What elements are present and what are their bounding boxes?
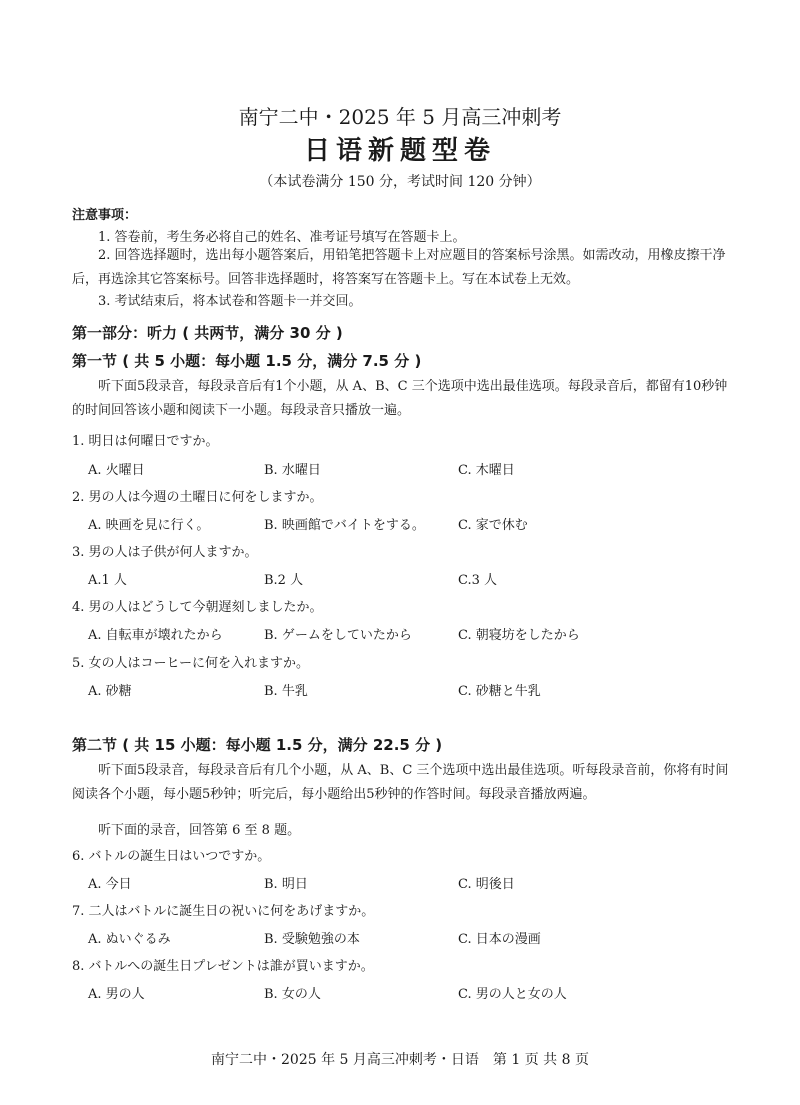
- q7-option-b: B. 受験勉強の本: [264, 932, 360, 947]
- q7-option-a: A. ぬいぐるみ: [88, 932, 171, 947]
- notice-item-1: 1. 答卷前，考生务必将自己的姓名、准考证号填写在答题卡上。: [98, 230, 466, 245]
- q3-option-b: B.2 人: [264, 573, 304, 588]
- section1-title: 第一节 ( 共 5 小题：每小题 1.5 分，满分 7.5 分 ): [72, 352, 422, 370]
- question-4: 4. 男の人はどうして今朝遅刻しましたか。: [72, 600, 323, 615]
- q2-option-c: C. 家で休む: [458, 518, 528, 533]
- paper-note: （本试卷满分 150 分，考试时间 120 分钟）: [259, 174, 541, 190]
- part1-title: 第一部分：听力 ( 共两节，满分 30 分 ): [72, 324, 343, 342]
- q6-option-a: A. 今日: [88, 877, 132, 892]
- q3-option-a: A.1 人: [88, 573, 127, 588]
- q1-option-a: A. 火曜日: [88, 463, 145, 478]
- q4-option-b: B. ゲームをしていたから: [264, 628, 412, 643]
- question-8: 8. バトルへの誕生日プレゼントは誰が買いますか。: [72, 959, 374, 974]
- notice-heading: 注意事项：: [72, 208, 138, 223]
- exam-title: 南宁二中・2025 年 5 月高三冲刺考: [238, 105, 562, 129]
- q3-option-c: C.3 人: [458, 573, 498, 588]
- q8-option-c: C. 男の人と女の人: [458, 987, 567, 1002]
- q1-option-c: C. 木曜日: [458, 463, 515, 478]
- page-footer: 南宁二中・2025 年 5 月高三冲刺考・日语 第 1 页 共 8 页: [211, 1052, 589, 1068]
- q2-option-b: B. 映画館でバイトをする。: [264, 518, 425, 533]
- q5-option-b: B. 牛乳: [264, 684, 308, 699]
- notice-item-3: 3. 考试结束后，将本试卷和答题卡一并交回。: [98, 294, 362, 309]
- question-7: 7. 二人はバトルに誕生日の祝いに何をあげますか。: [72, 904, 375, 919]
- question-6: 6. バトルの誕生日はいつですか。: [72, 849, 271, 864]
- question-5: 5. 女の人はコーヒーに何を入れますか。: [72, 656, 310, 671]
- q6-option-b: B. 明日: [264, 877, 308, 892]
- q6-option-c: C. 明後日: [458, 877, 515, 892]
- q2-option-a: A. 映画を見に行く。: [88, 518, 210, 533]
- q4-option-a: A. 自転車が壊れたから: [88, 628, 223, 643]
- section1-instructions: 听下面5段录音，每段录音后有1个小题，从 A、B、C 三个选项中选出最佳选项。每段录音后，都留有10秒钟的时间回答该小题和阅读下一小题。每段录音只播放一遍。: [72, 379, 728, 418]
- q8-option-a: A. 男の人: [88, 987, 145, 1002]
- q8-option-b: B. 女の人: [264, 987, 321, 1002]
- paper-title: 日语新题型卷: [303, 136, 496, 166]
- section2-sub-instruction: 听下面的录音，回答第 6 至 8 题。: [98, 823, 301, 838]
- q5-option-a: A. 砂糖: [88, 684, 132, 699]
- q7-option-c: C. 日本の漫画: [458, 932, 541, 947]
- section2-title: 第二节 ( 共 15 小题：每小题 1.5 分，满分 22.5 分 ): [72, 736, 443, 754]
- section2-instructions: 听下面5段录音，每段录音后有几个小题，从 A、B、C 三个选项中选出最佳选项。听每段录音前，你将有时间阅读各个小题，每小题5秒钟；听完后，每小题给出5秒钟的作答时间。每段录音播放两遍。: [72, 763, 729, 802]
- question-1: 1. 明日は何曜日ですか。: [72, 434, 219, 449]
- q1-option-b: B. 水曜日: [264, 463, 321, 478]
- question-2: 2. 男の人は今週の土曜日に何をしますか。: [72, 490, 323, 505]
- q5-option-c: C. 砂糖と牛乳: [458, 684, 541, 699]
- notice-item-2: 2. 回答选择题时，选出每小题答案后，用铅笔把答题卡上对应题目的答案标号涂黑。如需改动，用橡皮擦干净后，再选涂其它答案标号。回答非选择题时，将答案写在答题卡上。写在本试卷上无效。: [72, 248, 726, 287]
- question-3: 3. 男の人は子供が何人ますか。: [72, 545, 258, 560]
- q4-option-c: C. 朝寝坊をしたから: [458, 628, 580, 643]
